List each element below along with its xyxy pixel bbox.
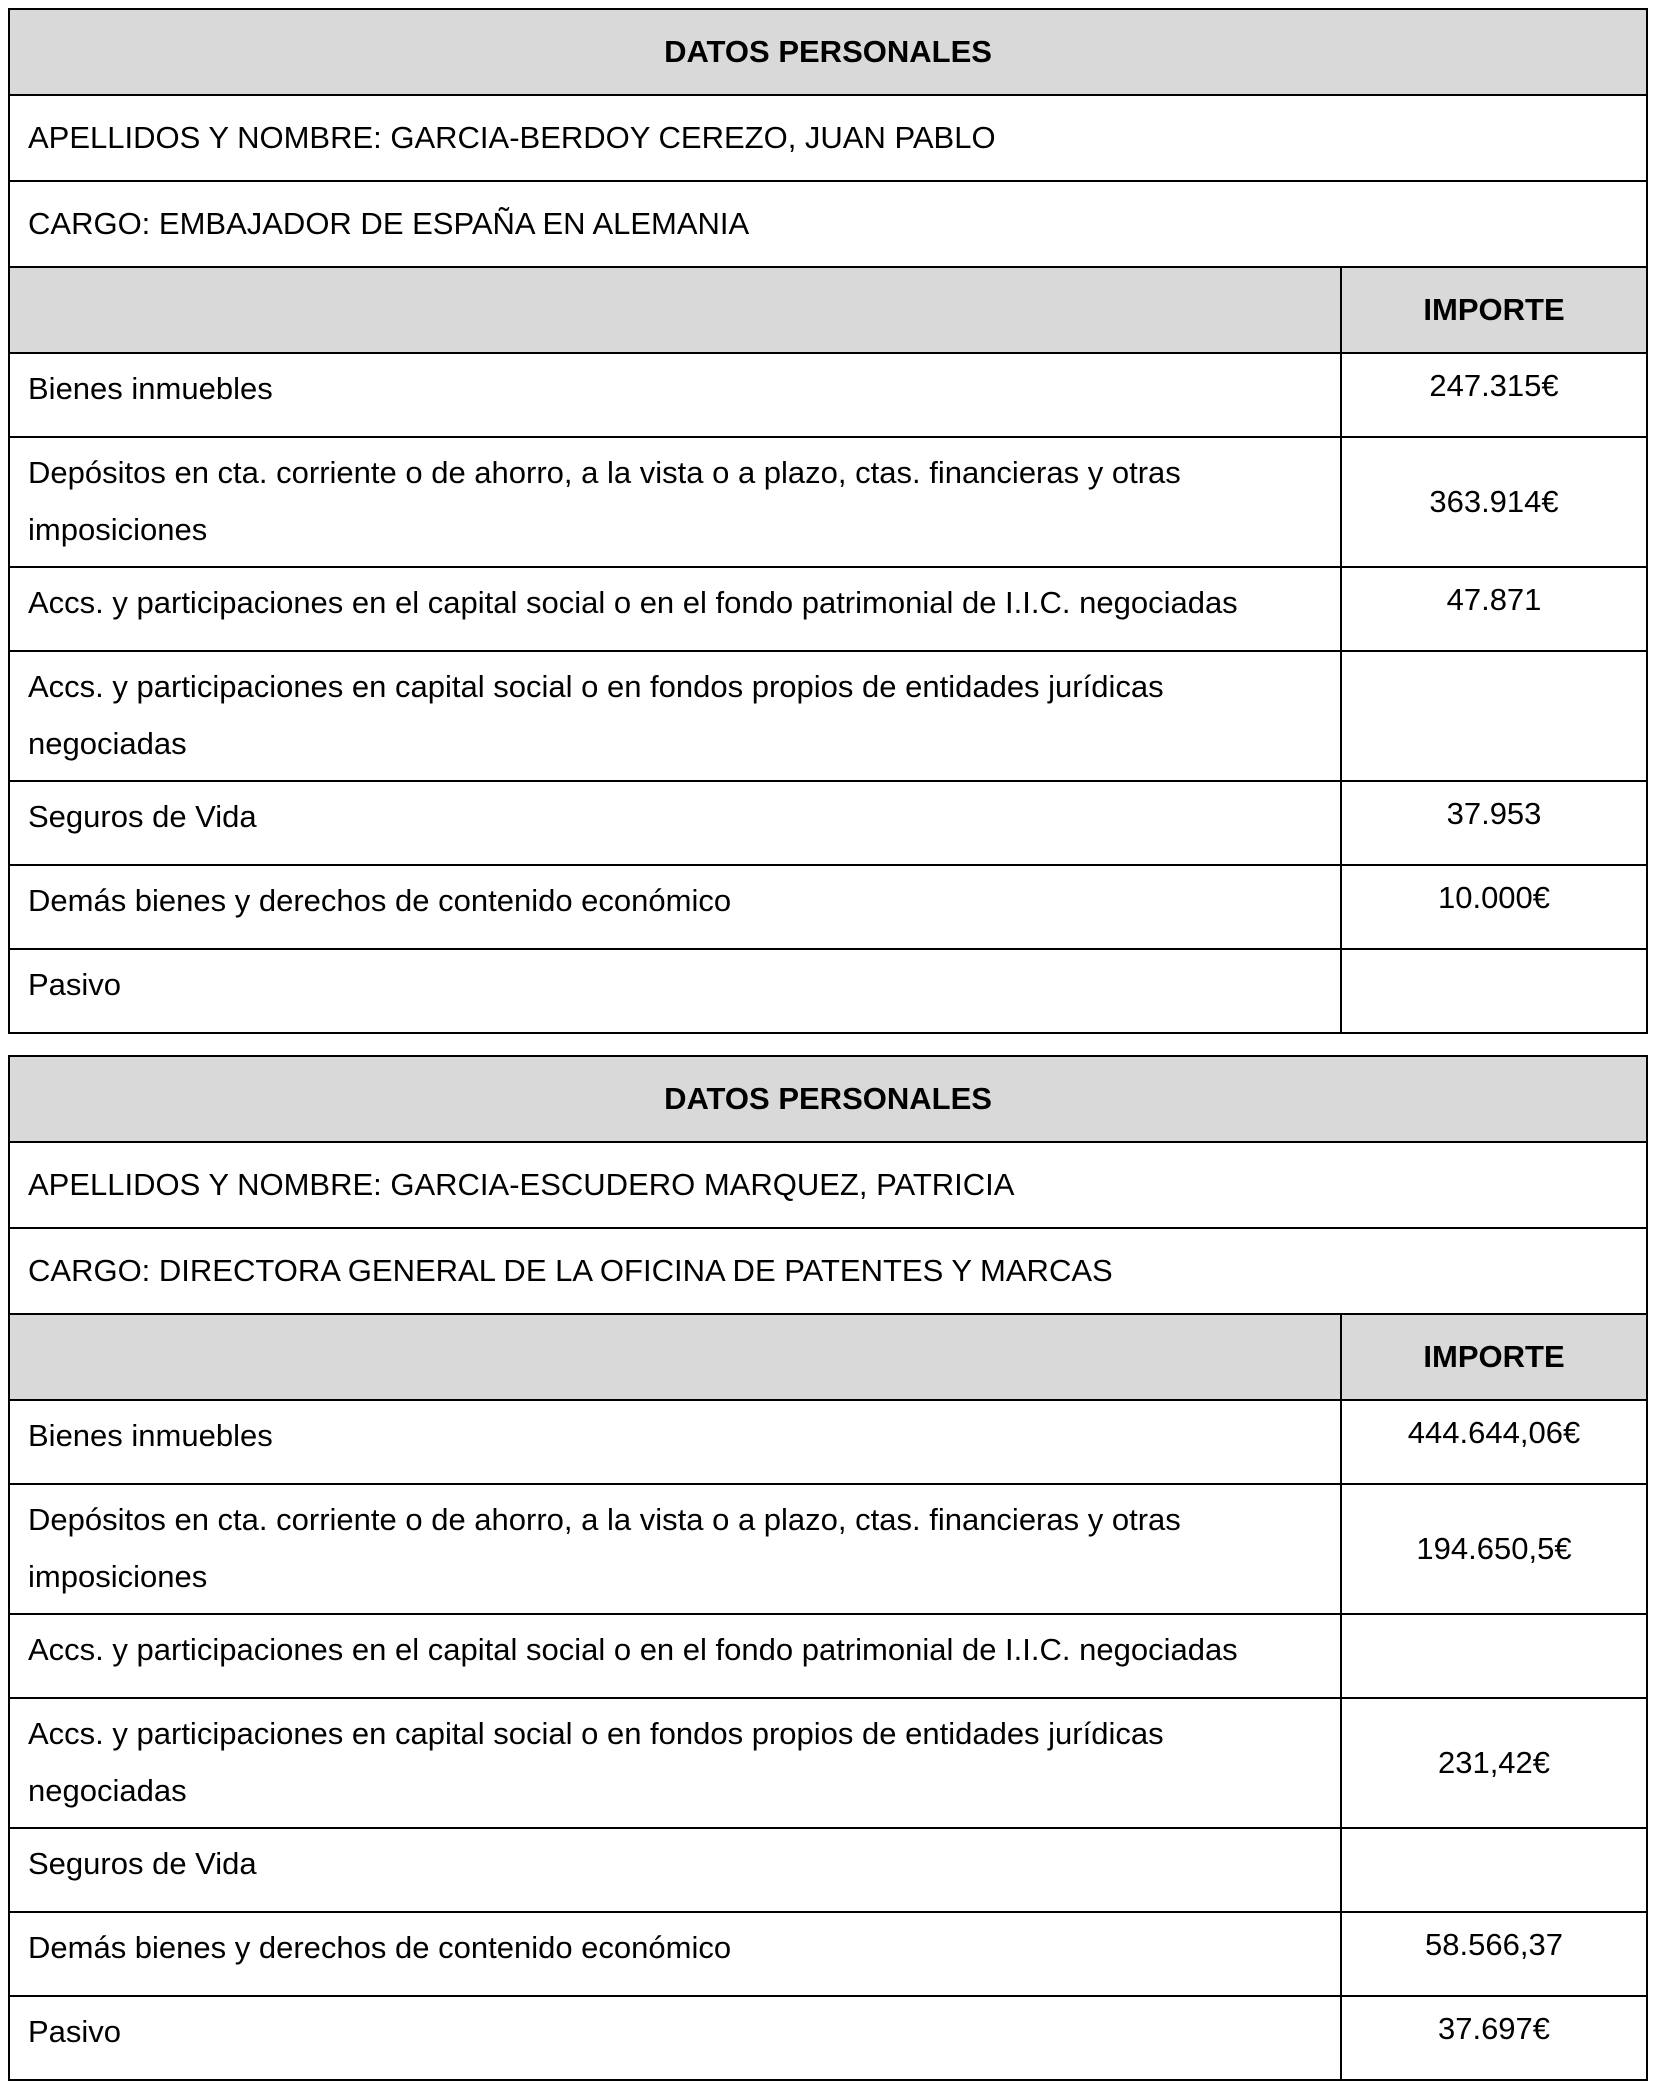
position-line: CARGO: EMBAJADOR DE ESPAÑA EN ALEMANIA [9, 181, 1647, 267]
asset-label: Demás bienes y derechos de contenido económico [9, 865, 1341, 949]
asset-label: Depósitos en cta. corriente o de ahorro, a la vista o a plazo, ctas. financieras y otras imposiciones [9, 437, 1341, 567]
table-row [9, 437, 1647, 567]
asset-amount: 444.644,06€ [1341, 1400, 1647, 1484]
asset-label: Bienes inmuebles [9, 1400, 1341, 1484]
asset-amount: 10.000€ [1341, 865, 1647, 949]
asset-label: Accs. y participaciones en el capital social o en el fondo patrimonial de I.I.C. negociadas [9, 1614, 1341, 1698]
asset-amount: 363.914€ [1341, 437, 1647, 567]
asset-amount: 231,42€ [1341, 1698, 1647, 1828]
asset-label: Pasivo [9, 1996, 1341, 2080]
asset-amount [1341, 949, 1647, 1033]
amount-column-header: IMPORTE [1341, 267, 1647, 353]
asset-label: Accs. y participaciones en el capital social o en el fondo patrimonial de I.I.C. negociadas [9, 567, 1341, 651]
asset-amount: 247.315€ [1341, 353, 1647, 437]
asset-column-header [9, 267, 1341, 353]
table-row [9, 1484, 1647, 1614]
table-row [9, 651, 1647, 781]
asset-amount: 37.697€ [1341, 1996, 1647, 2080]
asset-label: Seguros de Vida [9, 781, 1341, 865]
asset-amount: 194.650,5€ [1341, 1484, 1647, 1614]
asset-amount: 47.871 [1341, 567, 1647, 651]
asset-amount [1341, 651, 1647, 781]
asset-label: Bienes inmuebles [9, 353, 1341, 437]
asset-amount: 58.566,37 [1341, 1912, 1647, 1996]
asset-amount [1341, 1614, 1647, 1698]
table-row [9, 1996, 1647, 2080]
section-header: DATOS PERSONALES [9, 1056, 1647, 1142]
table-row [9, 567, 1647, 651]
name-line: APELLIDOS Y NOMBRE: GARCIA-BERDOY CEREZO, JUAN PABLO [9, 95, 1647, 181]
asset-column-header [9, 1314, 1341, 1400]
name-line: APELLIDOS Y NOMBRE: GARCIA-ESCUDERO MARQUEZ, PATRICIA [9, 1142, 1647, 1228]
asset-label: Pasivo [9, 949, 1341, 1033]
table-row [9, 865, 1647, 949]
table-row [9, 949, 1647, 1033]
table-row [9, 781, 1647, 865]
asset-label: Depósitos en cta. corriente o de ahorro, a la vista o a plazo, ctas. financieras y otras imposiciones [9, 1484, 1341, 1614]
asset-label: Accs. y participaciones en capital social o en fondos propios de entidades jurídicas negociadas [9, 651, 1341, 781]
table-row [9, 1698, 1647, 1828]
asset-label: Seguros de Vida [9, 1828, 1341, 1912]
table-row [9, 1614, 1647, 1698]
table-row [9, 1400, 1647, 1484]
asset-label: Demás bienes y derechos de contenido económico [9, 1912, 1341, 1996]
table-row [9, 1912, 1647, 1996]
table-row [9, 1828, 1647, 1912]
table-row [9, 353, 1647, 437]
position-line: CARGO: DIRECTORA GENERAL DE LA OFICINA DE PATENTES Y MARCAS [9, 1228, 1647, 1314]
asset-amount [1341, 1828, 1647, 1912]
section-header: DATOS PERSONALES [9, 9, 1647, 95]
declaration-table [8, 1055, 1648, 2081]
declaration-table [8, 8, 1648, 1034]
asset-amount: 37.953 [1341, 781, 1647, 865]
asset-label: Accs. y participaciones en capital social o en fondos propios de entidades jurídicas negociadas [9, 1698, 1341, 1828]
amount-column-header: IMPORTE [1341, 1314, 1647, 1400]
